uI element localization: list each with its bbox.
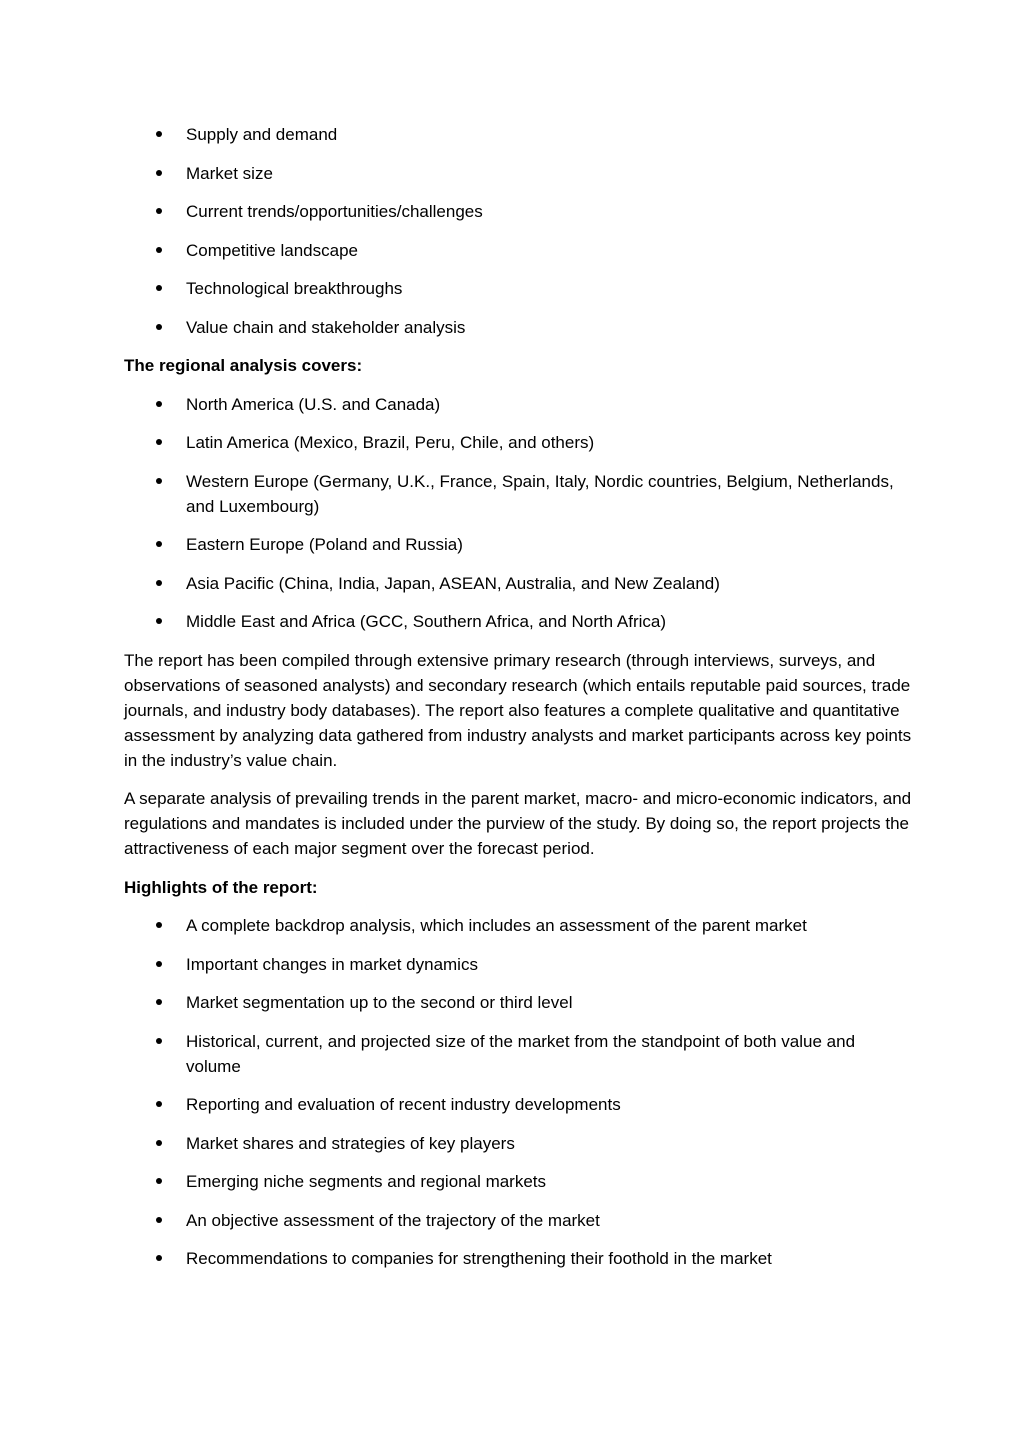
- list-item-text: Market size: [186, 163, 273, 183]
- bullet-icon: [156, 999, 162, 1005]
- bullet-icon: [156, 324, 162, 330]
- bullet-icon: [156, 1217, 162, 1223]
- list-item-text: Competitive landscape: [186, 240, 358, 260]
- list-item: [124, 238, 914, 263]
- list-item: [124, 571, 914, 596]
- list-item: [124, 276, 914, 301]
- list-item: [124, 609, 914, 634]
- list-item: [124, 199, 914, 224]
- bullet-icon: [156, 580, 162, 586]
- list-item-text: Asia Pacific (China, India, Japan, ASEAN, Australia, and New Zealand): [186, 573, 720, 593]
- bullet-icon: [156, 541, 162, 547]
- bullet-icon: [156, 478, 162, 484]
- bullet-icon: [156, 1038, 162, 1044]
- bullet-icon: [156, 401, 162, 407]
- list-item: [124, 122, 914, 147]
- bullet-icon: [156, 922, 162, 928]
- list-item-text: Market segmentation up to the second or third level: [186, 993, 573, 1012]
- highlights-list: [124, 913, 914, 1271]
- list-item: [124, 1092, 914, 1117]
- list-item: [124, 952, 914, 977]
- bullet-icon: [156, 170, 162, 176]
- bullet-icon: [156, 961, 162, 967]
- report-coverage-list: [124, 122, 914, 340]
- bullet-icon: [156, 618, 162, 624]
- list-item-text: Value chain and stakeholder analysis: [186, 317, 466, 337]
- regional-analysis-list: [124, 392, 914, 635]
- bullet-icon: [156, 285, 162, 291]
- bullet-icon: [156, 1101, 162, 1107]
- list-item-text: A complete backdrop analysis, which includes an assessment of the parent market: [186, 916, 807, 935]
- list-item: [124, 430, 914, 455]
- list-item-text: Current trends/opportunities/challenges: [186, 202, 483, 221]
- highlights-heading: Highlights of the report:: [124, 877, 318, 897]
- list-item-text: Western Europe (Germany, U.K., France, Spain, Italy, Nordic countries, Belgium, Netherlands, and Luxembourg): [186, 471, 894, 516]
- list-item: [124, 1208, 914, 1233]
- trends-paragraph: A separate analysis of prevailing trends in the parent market, macro- and micro-economic indicators, and regulations and mandates is included under the purview of the study. By doing so, the report projects the attractiveness of each major segment over the forecast period.: [124, 789, 912, 858]
- document-page: [124, 122, 914, 1285]
- list-item-text: Recommendations to companies for strengthening their foothold in the market: [186, 1249, 772, 1268]
- list-item-text: Emerging niche segments and regional markets: [186, 1172, 547, 1191]
- list-item: [124, 469, 914, 519]
- list-item-text: Market shares and strategies of key players: [186, 1133, 515, 1153]
- list-item: [124, 1246, 914, 1271]
- bullet-icon: [156, 1178, 162, 1184]
- bullet-icon: [156, 131, 162, 137]
- bullet-icon: [156, 208, 162, 214]
- list-item: [124, 913, 914, 938]
- list-item: [124, 1131, 914, 1156]
- bullet-icon: [156, 247, 162, 253]
- list-item-text: Reporting and evaluation of recent industry developments: [186, 1095, 621, 1114]
- list-item-text: Middle East and Africa (GCC, Southern Africa, and North Africa): [186, 612, 666, 631]
- list-item: [124, 1029, 914, 1079]
- bullet-icon: [156, 1140, 162, 1146]
- list-item-text: An objective assessment of the trajectory of the market: [186, 1210, 600, 1230]
- list-item-text: Important changes in market dynamics: [186, 954, 478, 974]
- list-item: [124, 1169, 914, 1194]
- list-item-text: Technological breakthroughs: [186, 279, 403, 298]
- list-item-text: Historical, current, and projected size of the market from the standpoint of both value and volume: [186, 1031, 856, 1076]
- list-item-text: Eastern Europe (Poland and Russia): [186, 535, 463, 554]
- list-item-text: North America (U.S. and Canada): [186, 394, 441, 414]
- bullet-icon: [156, 439, 162, 445]
- list-item-text: Latin America (Mexico, Brazil, Peru, Chile, and others): [186, 433, 595, 452]
- list-item: [124, 990, 914, 1015]
- list-item: [124, 315, 914, 340]
- list-item-text: Supply and demand: [186, 125, 338, 144]
- bullet-icon: [156, 1255, 162, 1261]
- list-item: [124, 532, 914, 557]
- regional-analysis-heading: The regional analysis covers:: [124, 356, 363, 375]
- list-item: [124, 161, 914, 186]
- list-item: [124, 392, 914, 417]
- methodology-paragraph: The report has been compiled through extensive primary research (through interviews, surveys, and observations of seasoned analysts) and secondary research (which entails reputable paid sources, trade journals, and industry body databases). The report also features a complete qualitative and quantitative assessment by analyzing data gathered from industry analysts and market participants across key points in the industry’s value chain.: [124, 650, 912, 770]
